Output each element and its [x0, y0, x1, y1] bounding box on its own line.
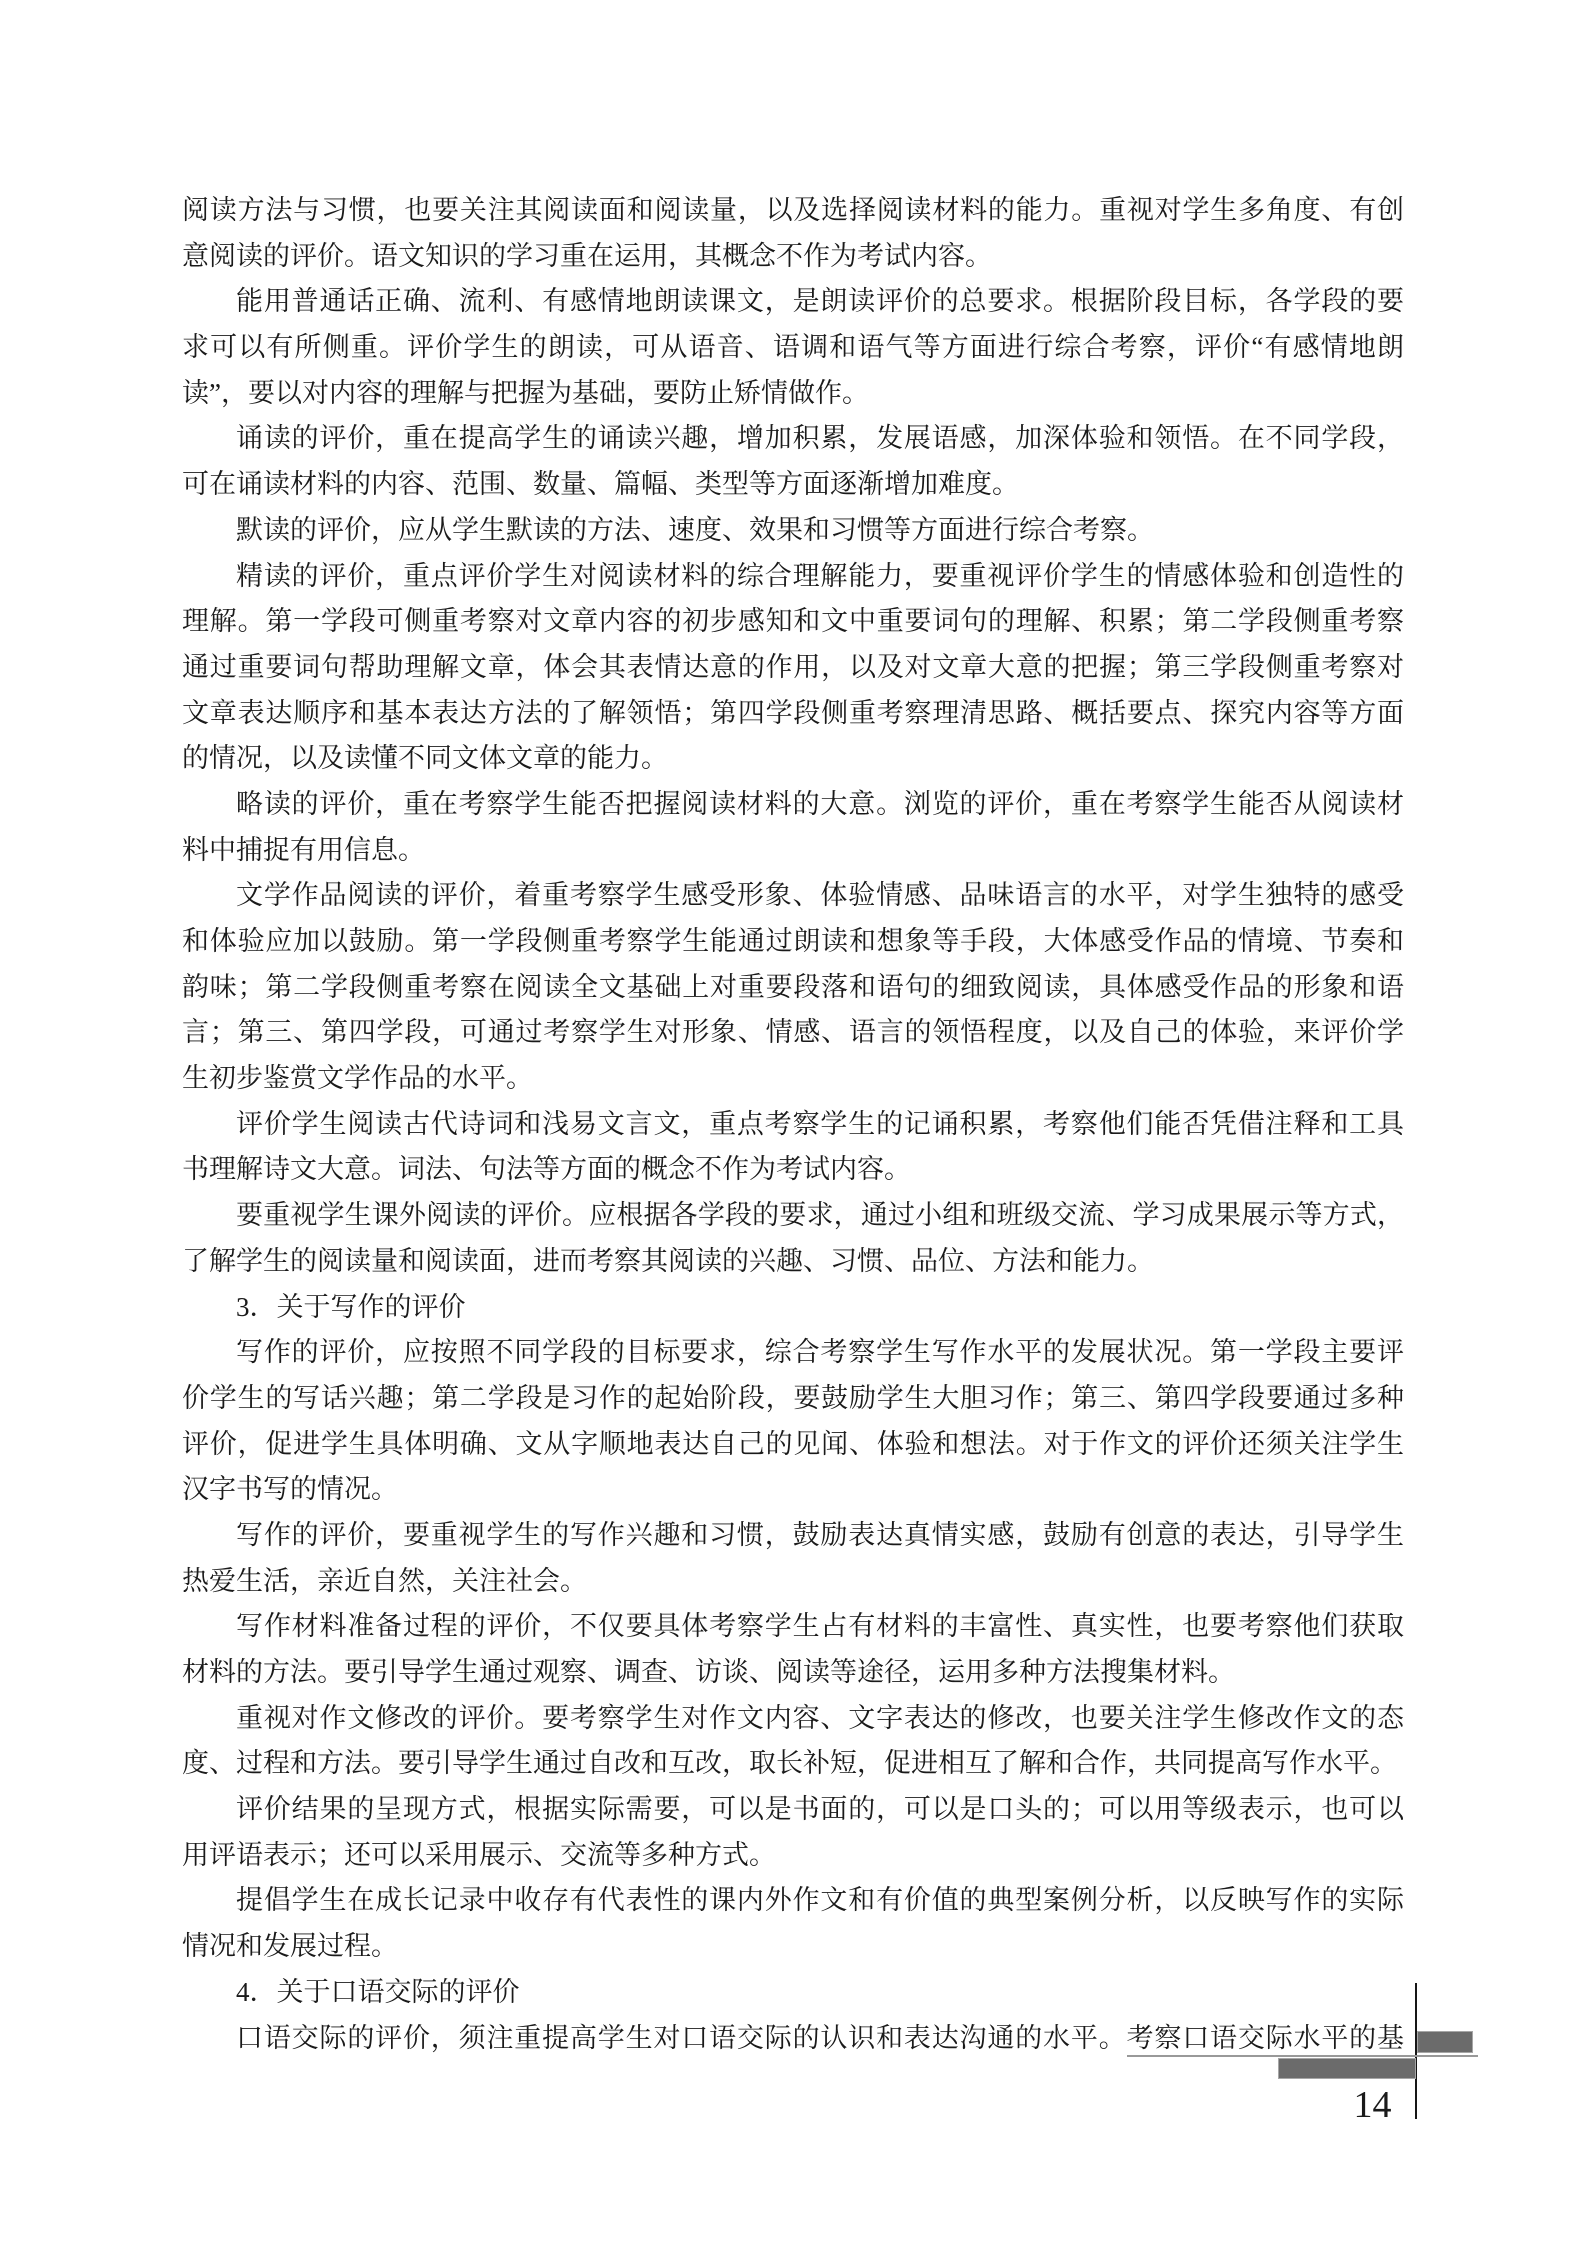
- text-line: 可在诵读材料的内容、范围、数量、篇幅、类型等方面逐渐增加难度。: [182, 469, 1019, 500]
- text-line: 默读的评价，应从学生默读的方法、速度、效果和习惯等方面进行综合考察。: [236, 514, 1154, 545]
- text-line: 能用普通话正确、流利、有感情地朗读课文，是朗读评价的总要求。根据阶段目标，各学段的要: [236, 286, 1404, 317]
- text-line: 略读的评价，重在考察学生能否把握阅读材料的大意。浏览的评价，重在考察学生能否从阅读材: [236, 788, 1404, 819]
- highlight-rect-lower: [1278, 2058, 1416, 2079]
- text-line: 要重视学生课外阅读的评价。应根据各学段的要求，通过小组和班级交流、学习成果展示等方式，: [236, 1200, 1404, 1231]
- text-line: 写作的评价，应按照不同学段的目标要求，综合考察学生写作水平的发展状况。第一学段主要评: [236, 1337, 1404, 1368]
- text-line: 言；第三、第四学段，可通过考察学生对形象、情感、语言的领悟程度，以及自己的体验，来评价学: [182, 1017, 1404, 1048]
- text-line: 热爱生活，亲近自然，关注社会。: [182, 1565, 587, 1596]
- text-line: 诵读的评价，重在提高学生的诵读兴趣，增加积累，发展语感，加深体验和领悟。在不同学段，: [236, 423, 1404, 454]
- text-line: 料中捕捉有用信息。: [182, 834, 425, 865]
- text-line: 汉字书写的情况。: [182, 1474, 398, 1505]
- text-line: 口语交际的评价，须注重提高学生对口语交际的认识和表达沟通的水平。考察口语交际水平的基: [182, 2016, 1404, 2062]
- underlined-text: 考察口语交际水平的基: [1127, 2023, 1404, 2057]
- text-line: 书理解诗文大意。词法、句法等方面的概念不作为考试内容。: [182, 1154, 911, 1185]
- text-line: 评价结果的呈现方式，根据实际需要，可以是书面的，可以是口头的；可以用等级表示，也可以: [236, 1794, 1404, 1825]
- text-line: 3．关于写作的评价: [236, 1291, 466, 1322]
- text-line: 价学生的写话兴趣；第二学段是习作的起始阶段，要鼓励学生大胆习作；第三、第四学段要通过多种: [182, 1382, 1404, 1413]
- text-line: 文学作品阅读的评价，着重考察学生感受形象、体验情感、品味语言的水平，对学生独特的感受: [236, 880, 1404, 911]
- text-line: 材料的方法。要引导学生通过观察、调查、访谈、阅读等途径，运用多种方法搜集材料。: [182, 1657, 1235, 1687]
- underline-extension: [1398, 2055, 1478, 2057]
- page-number: 14: [1353, 2084, 1392, 2126]
- text-line: 的情况，以及读懂不同文体文章的能力。: [182, 743, 668, 774]
- text-line: 精读的评价，重点评价学生对阅读材料的综合理解能力，要重视评价学生的情感体验和创造性的: [236, 560, 1404, 591]
- text-line: 理解。第一学段可侧重考察对文章内容的初步感知和文中重要词句的理解、积累；第二学段侧重考察: [182, 606, 1404, 637]
- text-line: 用评语表示；还可以采用展示、交流等多种方式。: [182, 1839, 776, 1870]
- text-line: 评价，促进学生具体明确、文从字顺地表达自己的见闻、体验和想法。对于作文的评价还须关注学生: [182, 1428, 1404, 1459]
- text-line: 提倡学生在成长记录中收存有代表性的课内外作文和有价值的典型案例分析，以反映写作的实际: [236, 1885, 1404, 1916]
- text-line: 度、过程和方法。要引导学生通过自改和互改，取长补短，促进相互了解和合作，共同提高写作水平。: [182, 1748, 1397, 1779]
- text-line: 写作的评价，要重视学生的写作兴趣和习惯，鼓励表达真情实感，鼓励有创意的表达，引导学生: [236, 1519, 1404, 1550]
- text-line: 和体验应加以鼓励。第一学段侧重考察学生能通过朗读和想象等手段，大体感受作品的情境、节奏和: [182, 926, 1404, 956]
- text-line: 求可以有所侧重。评价学生的朗读，可从语音、语调和语气等方面进行综合考察，评价“有感情地朗: [182, 332, 1404, 363]
- text-line: 了解学生的阅读量和阅读面，进而考察其阅读的兴趣、习惯、品位、方法和能力。: [182, 1245, 1154, 1276]
- text-line: 写作材料准备过程的评价，不仅要具体考察学生占有材料的丰富性、真实性，也要考察他们获取: [236, 1611, 1404, 1642]
- text-line: 通过重要词句帮助理解文章，体会其表情达意的作用，以及对文章大意的把握；第三学段侧重考察对: [182, 651, 1404, 682]
- text-line: 读”，要以对内容的理解与把握为基础，要防止矫情做作。: [182, 377, 869, 408]
- text-line: 文章表达顺序和基本表达方法的了解领悟；第四学段侧重考察理清思路、概括要点、探究内容等方面: [182, 697, 1404, 728]
- text-line: 4．关于口语交际的评价: [236, 1976, 520, 2007]
- text-line: 生初步鉴赏文学作品的水平。: [182, 1063, 533, 1094]
- body-text: [182, 188, 1404, 2061]
- text-line: 重视对作文修改的评价。要考察学生对作文内容、文字表达的修改，也要关注学生修改作文的态: [236, 1702, 1404, 1733]
- text-line: 韵味；第二学段侧重考察在阅读全文基础上对重要段落和语句的细致阅读，具体感受作品的形象和语: [182, 971, 1404, 1002]
- text-line: 意阅读的评价。语文知识的学习重在运用，其概念不作为考试内容。: [182, 240, 992, 271]
- highlight-rect-upper: [1417, 2031, 1473, 2053]
- text-line: 阅读方法与习惯，也要关注其阅读面和阅读量，以及选择阅读材料的能力。重视对学生多角度、有创: [182, 195, 1404, 225]
- text-line: 评价学生阅读古代诗词和浅易文言文，重点考察学生的记诵积累，考察他们能否凭借注释和工具: [236, 1108, 1404, 1139]
- text-line: 情况和发展过程。: [182, 1931, 398, 1962]
